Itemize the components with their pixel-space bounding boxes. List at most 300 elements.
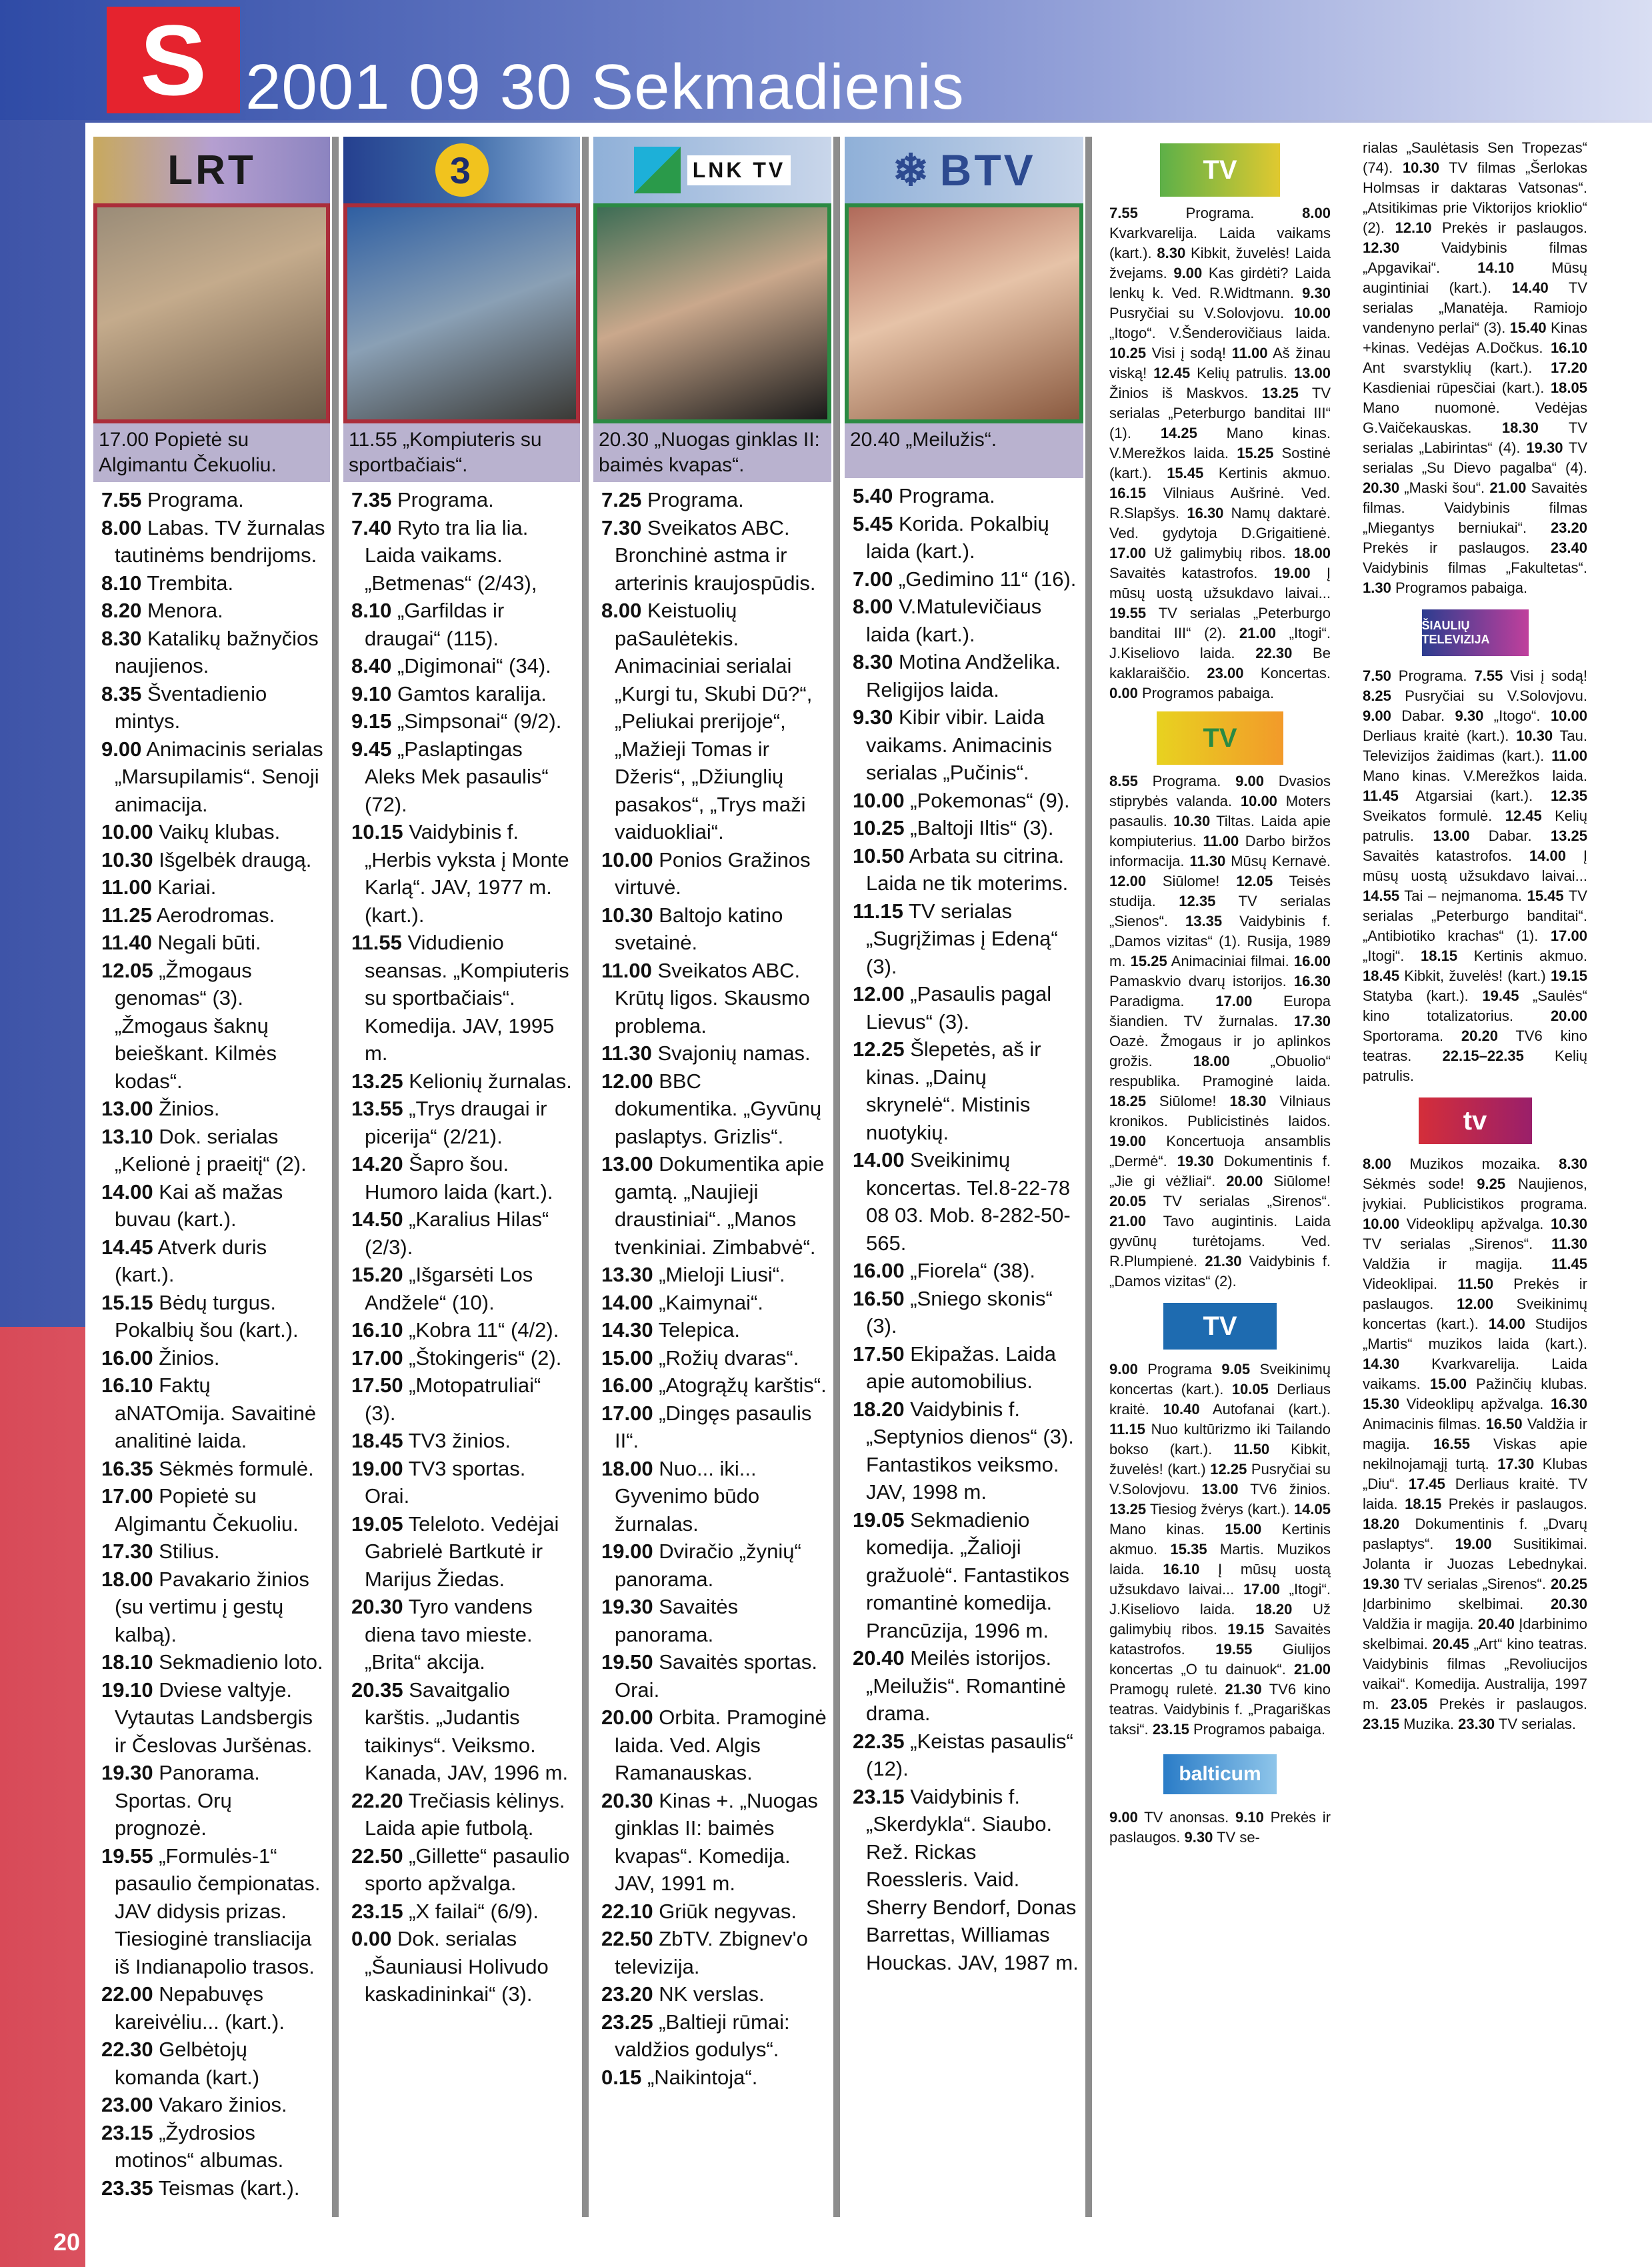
time-label: 18.30 — [1229, 1093, 1267, 1109]
schedule-entry: 14.40 TV serialas „Manatėja. Ramiojo vandenyno perlai“ (3). — [1363, 279, 1587, 336]
schedule-entry: 8.25 Pusryčiai su V.Solovjovu. — [1363, 687, 1587, 704]
time-label: 8.00 — [1302, 205, 1331, 221]
time-label: 16.10 — [351, 1318, 403, 1342]
time-label: 9.00 — [1109, 1361, 1138, 1378]
time-label: 8.40 — [351, 654, 392, 677]
time-label: 23.15 — [853, 1784, 905, 1808]
schedule-entry: 13.25 Kelionių žurnalas. — [351, 1069, 572, 1093]
time-label: 18.00 — [1293, 545, 1331, 561]
schedule-entry: 16.10 „Kobra 11“ (4/2). — [351, 1318, 559, 1342]
schedule-entry: 11.30 Svajonių namas. — [601, 1041, 811, 1065]
schedule-entry: 16.00 Pamaskvio dvarų istorijos. — [1109, 953, 1331, 989]
time-label: 12.00 — [853, 982, 905, 1005]
time-label: 12.25 — [1210, 1461, 1247, 1478]
channel-column-btv — [845, 137, 1083, 2217]
time-label: 20.40 — [1477, 1616, 1515, 1632]
time-label: 14.30 — [601, 1318, 653, 1342]
schedule-entry: 17.00 Už galimybių ribos. — [1109, 545, 1286, 561]
schedule-entry: 23.25 „Baltieji rūmai: valdžios godulys“. — [601, 2010, 790, 2061]
schedule-entry: 15.25 Animaciniai filmai. — [1130, 953, 1289, 969]
time-label: 17.20 — [1550, 359, 1587, 376]
time-label: 11.00 — [101, 875, 152, 899]
schedule-entry: 19.15 Savaitės katastrofos. — [1109, 1621, 1331, 1658]
time-label: 18.20 — [1363, 1516, 1400, 1532]
channel-highlight: 20.40 „Meilužis“. — [845, 423, 1083, 478]
schedule-entry: 9.30 TV se- — [1184, 1829, 1260, 1846]
time-label: 19.30 — [1526, 439, 1563, 456]
schedule-entry: 16.50 „Sniego skonis“ (3). — [853, 1286, 1053, 1338]
schedule-entry: 9.25 Naujienos, įvykiai. Publicistikos programa. — [1363, 1176, 1587, 1212]
schedule-entry: 11.30 Valdžia ir magija. — [1363, 1236, 1587, 1272]
time-label: 19.55 — [101, 1844, 153, 1868]
time-label: 22.30 — [1255, 645, 1293, 661]
schedule-entry: 13.00 Žinios iš Maskvos. — [1109, 365, 1331, 401]
day-letter-badge: S — [107, 7, 240, 113]
schedule-entry: 23.20 NK verslas. — [601, 1982, 765, 2006]
schedule-entry: 19.00 Dviračio „žynių“ panorama. — [601, 1540, 801, 1591]
schedule-entry: 20.30 Valdžia ir magija. — [1363, 1596, 1587, 1632]
schedule-entry: 10.00 Vaikų klubas. — [101, 820, 281, 843]
time-label: 0.00 — [1109, 685, 1138, 701]
time-label: 22.20 — [351, 1788, 403, 1812]
time-label: 15.00 — [1225, 1521, 1262, 1538]
time-label: 10.00 — [1363, 1216, 1400, 1232]
schedule-entry: 10.25 „Baltoji Iltis“ (3). — [853, 816, 1054, 839]
time-label: 11.45 — [1363, 787, 1399, 804]
schedule-entry: 18.20 Dokumentinis f. „Dvarų paslaptys“. — [1363, 1516, 1587, 1552]
time-label: 5.40 — [853, 484, 893, 507]
schedule-entry: 7.00 „Gedimino 11“ (16). — [853, 567, 1077, 591]
schedule-entry: 11.45 Atgarsiai (kart.). — [1363, 787, 1533, 804]
schedule-entry: 7.50 Programa. — [1363, 667, 1467, 684]
time-label: 13.10 — [101, 1124, 153, 1148]
time-label: 16.55 — [1433, 1436, 1470, 1452]
schedule-entry: 12.05 „Žmogaus genomas“ (3). „Žmogaus šaknų beieškant. Kilmės kodas“. — [101, 958, 277, 1093]
time-label: 8.00 — [853, 595, 893, 618]
time-label: 7.55 — [1109, 205, 1138, 221]
time-label: 21.00 — [1109, 1213, 1147, 1230]
time-label: 23.15 — [351, 1899, 403, 1923]
time-label: 12.05 — [1236, 873, 1273, 889]
schedule-entry: 16.10 Faktų aNATOmija. Savaitinė analitinė laida. — [101, 1374, 317, 1452]
schedule-entry: 15.25 Sostinė (kart.). — [1109, 445, 1331, 481]
time-label: 17.50 — [351, 1374, 403, 1397]
schedule-entry: 13.00 Dokumentika apie gamtą. „Naujieji draustiniai“. „Manos tvenkiniai. Zimbabvė“. — [601, 1152, 825, 1259]
page-title: 2001 09 30 Sekmadienis — [245, 51, 965, 123]
time-label: 20.45 — [1432, 1636, 1469, 1652]
time-label: 19.00 — [1109, 1133, 1147, 1150]
time-label: 11.00 — [1203, 833, 1239, 849]
schedule-list — [93, 486, 330, 2202]
schedule-entry: 17.50 „Motopatruliai“ (3). — [351, 1374, 541, 1425]
time-label: 16.00 — [601, 1374, 653, 1397]
schedule-entry: 9.30 Kibir vibir. Laida vaikams. Animacinis serialas „Pučinis“. — [853, 705, 1053, 784]
schedule-entry: 10.30 Tau. Televizijos žaidimas (kart.). — [1363, 727, 1587, 764]
schedule-entry: 8.55 Programa. — [1109, 773, 1221, 789]
time-label: 9.30 — [1184, 1829, 1213, 1846]
schedule-entry: 15.40 Kinas +kinas. Vedėjas A.Dočkus. — [1363, 319, 1587, 356]
schedule-entry: 23.15 Vaidybinis f. „Skerdykla“. Siaubo. Rež. Rickas Roessleris. Vaid. Sherry Bendorf, Donas Barrettas, Williamas Houckas. JAV, 1987 m. — [853, 1784, 1079, 1974]
schedule-list — [593, 486, 831, 2091]
time-label: 17.00 — [601, 1401, 653, 1425]
time-label: 16.50 — [853, 1286, 905, 1310]
time-label: 12.05 — [101, 958, 153, 982]
time-label: 23.15 — [101, 2120, 153, 2144]
schedule-entry: 15.00 Pažinčių klubas. — [1429, 1376, 1587, 1392]
schedule-entry: 18.20 Vaidybinis f. „Septynios dienos“ (3). Fantastikos veiksmo. JAV, 1998 m. — [853, 1397, 1074, 1504]
time-label: 17.00 — [1243, 1581, 1280, 1598]
time-label: 18.05 — [1550, 379, 1587, 396]
schedule-entry: 11.50 Kibkit, žuvelės! (kart.) — [1109, 1441, 1331, 1478]
time-label: 8.00 — [601, 599, 642, 622]
time-label: 9.05 — [1221, 1361, 1251, 1378]
schedule-entry: 11.00 Darbo biržos informacija. — [1109, 833, 1331, 869]
time-label: 17.50 — [853, 1342, 905, 1366]
time-label: 14.55 — [1363, 887, 1400, 904]
schedule-entry: 19.30 TV serialas „Su Dievo pagalba“ (4). — [1363, 439, 1587, 476]
schedule-entry: 12.10 Prekės ir paslaugos. — [1395, 219, 1587, 236]
schedule-entry: 16.30 Namų daktarė. Ved. gydytoja D.Grigaitienė. — [1109, 505, 1331, 541]
time-label: 13.00 — [1433, 827, 1470, 844]
time-label: 16.00 — [101, 1346, 153, 1370]
schedule-entry: 23.15 „Žydrosios motinos“ albumas. — [101, 2120, 284, 2172]
schedule-entry: 8.10 Trembita. — [101, 571, 234, 595]
schedule-entry: 14.30 Telepica. — [601, 1318, 740, 1342]
schedule-entry: 7.35 Programa. — [351, 488, 494, 511]
time-label: 8.55 — [1109, 773, 1138, 789]
schedule-entry: 11.00 Aš žinau viską! — [1109, 345, 1331, 381]
time-label: 16.10 — [1163, 1561, 1200, 1578]
schedule-entry: 17.00 Popietė su Algimantu Čekuoliu. — [101, 1484, 299, 1536]
schedule-entry: 20.40 Įdarbinimo skelbimai. — [1363, 1616, 1587, 1652]
time-label: 19.05 — [853, 1508, 905, 1532]
schedule-entry: 19.00 TV3 sportas. Orai. — [351, 1456, 526, 1508]
photo-host — [93, 203, 330, 423]
schedule-entry: 22.35 „Keistas pasaulis“ (12). — [853, 1729, 1073, 1780]
schedule-entry: 13.25 TV serialas „Peterburgo banditai III“ (1). — [1109, 385, 1331, 441]
time-label: 13.00 — [101, 1097, 153, 1120]
schedule-entry: 20.00 Orbita. Pramoginė laida. Ved. Algis Ramanauskas. — [601, 1706, 827, 1784]
schedule-entry: 19.15 Statyba (kart.). — [1363, 967, 1587, 1004]
time-label: 22.15–22.35 — [1442, 1047, 1524, 1064]
time-label: 11.30 — [601, 1041, 652, 1065]
schedule-entry: 10.25 Visi į sodą! — [1109, 345, 1226, 361]
time-label: 23.30 — [1458, 1716, 1495, 1732]
time-label: 14.00 — [101, 1180, 153, 1204]
time-label: 10.30 — [1516, 727, 1553, 744]
schedule-entry: 20.20 TV6 kino teatras. — [1363, 1027, 1587, 1064]
schedule-entry: 12.25 Šlepetės, aš ir kinas. „Dainų skrynelė“. Mistinis nuotykių. — [853, 1037, 1041, 1144]
time-label: 12.45 — [1153, 365, 1191, 381]
schedule-entry: 13.25 Tiesiog žvėrys (kart.). — [1109, 1501, 1290, 1518]
schedule-entry: 22.30 Gelbėtojų komanda (kart.) — [101, 2038, 260, 2089]
time-label: 13.35 — [1185, 913, 1223, 929]
time-label: 22.50 — [601, 1927, 653, 1950]
time-label: 9.15 — [351, 709, 392, 733]
schedule-entry: 9.05 Sveikinimų koncertas (kart.). — [1109, 1361, 1331, 1398]
schedule-entry: 19.55 „Formulės-1“ pasaulio čempionatas. JAV didysis prizas. Tiesioginė transliacija iš Indianapolio trasos. — [101, 1844, 321, 1978]
schedule-list — [1107, 770, 1333, 1293]
schedule-entry: 12.45 Kelių patrulis. — [1363, 807, 1587, 844]
schedule-entry: 14.00 Į mūsų uostą užsukdavo laivai... — [1363, 847, 1587, 884]
channel-logo-tv3 — [343, 137, 580, 203]
time-label: 10.30 — [1550, 1216, 1587, 1232]
schedule-entry: 19.00 Susitikimai. Jolanta ir Juozas Lebednykai. — [1363, 1536, 1587, 1572]
time-label: 11.15 — [1109, 1421, 1145, 1438]
time-label: 23.20 — [1550, 519, 1587, 536]
time-label: 20.25 — [1550, 1576, 1587, 1592]
regional-column-a — [1107, 137, 1333, 2217]
schedule-entry: 20.35 Savaitgalio karštis. „Judantis taikinys“. Veiksmo. Kanada, JAV, 1996 m. — [351, 1678, 569, 1784]
time-label: 20.00 — [1550, 1007, 1587, 1024]
schedule-entry: 14.00 „Kaimynai“. — [601, 1290, 763, 1314]
schedule-entry: 18.15 Prekės ir paslaugos. — [1405, 1496, 1587, 1512]
time-label: 16.00 — [1293, 953, 1331, 969]
time-label: 20.30 — [601, 1788, 653, 1812]
schedule-entry: 9.45 „Paslaptingas Aleks Mek pasaulis“ (72). — [351, 737, 549, 816]
time-label: 0.15 — [601, 2065, 642, 2089]
schedule-entry: 11.15 TV serialas „Sugrįžimas į Edeną“ (3). — [853, 899, 1058, 978]
time-label: 16.10 — [101, 1374, 153, 1397]
channel-logo-balticum: balticum — [1107, 1745, 1333, 1804]
schedule-entry: 11.45 Videoklipai. — [1363, 1256, 1587, 1292]
time-label: 10.25 — [1109, 345, 1147, 361]
schedule-entry: 10.50 Arbata su citrina. Laida ne tik moterims. — [853, 843, 1069, 895]
schedule-entry: 7.55 Programa. — [1109, 205, 1255, 221]
schedule-entry: 17.00 „Itogi“. — [1363, 927, 1587, 964]
time-label: 14.45 — [101, 1235, 153, 1259]
schedule-list — [1107, 1806, 1333, 1849]
time-label: 8.30 — [853, 650, 893, 673]
time-label: 10.25 — [853, 816, 905, 839]
time-label: 12.30 — [1363, 239, 1400, 256]
time-label: 20.30 — [351, 1595, 403, 1618]
time-label: 8.35 — [101, 681, 142, 705]
time-label: 10.30 — [1173, 813, 1211, 829]
time-label: 19.30 — [1363, 1576, 1400, 1592]
time-label: 12.00 — [1457, 1296, 1494, 1312]
schedule-entry: 20.00 Siūlome! — [1226, 1173, 1331, 1190]
column-divider — [1085, 137, 1092, 2217]
schedule-entry: 22.30 Be kaklaraiščio. — [1109, 645, 1331, 681]
schedule-entry: 10.30 TV filmas „Šerlokas Holmsas ir daktaras Vatsonas“. „Atsitikimas prie Viktorijos krioklio“ (2). — [1363, 159, 1587, 236]
schedule-entry: 19.55 TV serialas „Peterburgo banditai III“ (2). — [1109, 605, 1331, 641]
schedule-entry: 23.00 Vakaro žinios. — [101, 2093, 287, 2116]
time-label: 10.00 — [601, 847, 653, 871]
channel-column-lnk — [593, 137, 831, 2217]
schedule-entry: 7.55 Visi į sodą! — [1474, 667, 1587, 684]
schedule-entry: 14.00 Studijos „Martis“ muzikos laida (kart.). — [1363, 1316, 1587, 1352]
schedule-entry: 12.00 Siūlome! — [1109, 873, 1220, 889]
time-label: 7.25 — [601, 488, 642, 511]
time-label: 17.00 — [101, 1484, 153, 1508]
schedule-entry: 9.00 Animacinis serialas „Marsupilamis“. Senoji animacija. — [101, 737, 323, 816]
time-label: 21.00 — [1239, 625, 1276, 641]
schedule-entry: 5.40 Programa. — [853, 484, 995, 507]
column-divider — [833, 137, 840, 2217]
schedule-list — [343, 486, 580, 2008]
time-label: 11.00 — [601, 958, 652, 982]
time-label: 20.00 — [601, 1706, 653, 1729]
time-label: 23.15 — [1152, 1721, 1189, 1738]
schedule-entry: 8.00 Keistuolių paSaulėtekis. Animaciniai serialai „Kurgi tu, Skubi Dū?“, „Peliukai prerijoje“, „Mažieji Tomas ir Džeris“, „Džiunglių pasakos“, „Trys maži vaiduokliai“. — [601, 599, 813, 843]
schedule-entry: 23.15 Muzika. — [1363, 1716, 1454, 1732]
time-label: 10.00 — [101, 820, 153, 843]
time-label: 8.00 — [101, 515, 142, 539]
time-label: 20.40 — [853, 1646, 905, 1670]
schedule-entry: 14.25 Mano kinas. V.Merežkos laida. — [1109, 425, 1331, 461]
schedule-entry: 17.00 „Štokingeris“ (2). — [351, 1346, 562, 1370]
time-label: 19.00 — [601, 1540, 653, 1563]
schedule-entry: 7.25 Programa. — [601, 488, 744, 511]
time-label: 18.45 — [351, 1429, 403, 1452]
schedule-entry: 13.00 TV6 žinios. — [1201, 1481, 1331, 1498]
time-label: 18.15 — [1421, 947, 1458, 964]
schedule-entry: 8.40 „Digimonai“ (34). — [351, 654, 551, 677]
time-label: 0.00 — [351, 1927, 392, 1950]
regional-column-b — [1360, 137, 1590, 2217]
time-label: 14.25 — [1160, 425, 1197, 441]
time-label: 9.00 — [1173, 265, 1203, 281]
schedule-entry: 22.50 ZbTV. Zbignev'o televizija. — [601, 1927, 808, 1978]
time-label: 14.40 — [1511, 279, 1549, 296]
time-label: 19.10 — [101, 1678, 153, 1702]
time-label: 15.00 — [1429, 1376, 1467, 1392]
schedule-list — [1360, 1153, 1590, 1736]
schedule-entry: 10.40 Autofanai (kart.). — [1163, 1401, 1331, 1418]
schedule-entry: 15.20 „Išgarsėti Los Andžele“ (10). — [351, 1263, 533, 1314]
time-label: 16.00 — [853, 1259, 905, 1282]
schedule-entry: 9.00 Programa — [1109, 1361, 1212, 1378]
time-label: 7.55 — [101, 488, 142, 511]
time-label: 19.45 — [1482, 987, 1519, 1004]
schedule-entry: 18.45 Kibkit, žuvelės! (kart.) — [1363, 967, 1546, 984]
schedule-entry: 18.00 Nuo... iki... Gyvenimo būdo žurnalas. — [601, 1456, 760, 1536]
time-label: 13.00 — [1293, 365, 1331, 381]
time-label: 23.15 — [1363, 1716, 1400, 1732]
schedule-entry: 0.00 Programos pabaiga. — [1109, 685, 1275, 701]
time-label: 12.10 — [1395, 219, 1432, 236]
schedule-entry: 15.45 TV serialas „Peterburgo banditai“. „Antibiotiko krachas“ (1). — [1363, 887, 1587, 944]
schedule-entry: 10.00 „Itogo“. V.Šenderovičiaus laida. — [1109, 305, 1331, 341]
tv3-badge: 3 — [435, 143, 489, 197]
schedule-entry: 19.05 Sekmadienio komedija. „Žalioji gražuolė“. Fantastikos romantinė komedija. Prancūzija, 1996 m. — [853, 1508, 1069, 1642]
time-label: 9.45 — [351, 737, 392, 761]
schedule-entry: 20.45 „Art“ kino teatras. Vaidybinis filmas „Revoliucijos vaikai“. Komedija. Australija, 1997 m. — [1363, 1636, 1587, 1712]
schedule-entry: 21.30 Vaidybinis f. „Damos vizitas“ (2). — [1109, 1253, 1331, 1290]
time-label: 20.30 — [1363, 479, 1400, 496]
schedule-entry: 8.30 Sėkmės sode! — [1363, 1156, 1587, 1192]
time-label: 18.00 — [601, 1456, 653, 1480]
column-divider — [582, 137, 589, 2217]
schedule-entry: 16.00 „Atogrąžų karštis“. — [601, 1374, 827, 1397]
schedule-entry: 9.00 Dvasios stiprybės valanda. — [1109, 773, 1331, 809]
schedule-entry: 12.00 Sveikinimų koncertas (kart.). — [1363, 1296, 1587, 1332]
schedule-entry: 13.00 Žinios. — [101, 1097, 220, 1120]
time-label: 9.30 — [853, 705, 893, 729]
time-label: 8.30 — [101, 626, 142, 650]
schedule-entry: 9.00 TV anonsas. — [1109, 1809, 1229, 1826]
time-label: 9.10 — [351, 681, 392, 705]
schedule-entry: 12.25 Pusryčiai su V.Solovjovu. — [1109, 1461, 1331, 1498]
schedule-entry: 15.00 „Rožių dvaras“. — [601, 1346, 799, 1370]
schedule-entry: 12.30 Vaidybinis filmas „Apgavikai“. — [1363, 239, 1587, 276]
time-label: 11.25 — [101, 903, 152, 927]
time-label: 14.20 — [351, 1152, 403, 1176]
schedule-entry: 8.30 Kibkit, žuvelės! Laida žvejams. — [1109, 245, 1331, 281]
schedule-entry: 12.35 TV serialas „Sienos“. — [1109, 893, 1331, 929]
schedule-entry: 14.10 Mūsų augintiniai (kart.). — [1363, 259, 1587, 296]
time-label: 16.35 — [101, 1456, 153, 1480]
schedule-entry: 19.10 Dviese valtyje. Vytautas Landsbergis ir Česlovas Juršėnas. — [101, 1678, 313, 1757]
schedule-entry: 14.55 Tai – nejmanoma. — [1363, 887, 1522, 904]
schedule-entry: 23.20 Prekės ir paslaugos. — [1363, 519, 1587, 556]
schedule-entry: 10.30 Išgelbėk draugą. — [101, 847, 312, 871]
time-label: 11.55 — [351, 931, 402, 954]
time-label: 9.30 — [1455, 707, 1484, 724]
schedule-entry: 12.45 Kelių patrulis. — [1153, 365, 1288, 381]
time-label: 21.00 — [1293, 1661, 1331, 1678]
time-label: 15.35 — [1170, 1541, 1207, 1558]
schedule-entry: 23.15 „X failai“ (6/9). — [351, 1899, 539, 1923]
snowflake-icon: ❄ — [892, 145, 932, 195]
schedule-entry: 22.15–22.35 Kelių patrulis. — [1363, 1047, 1587, 1084]
time-label: 12.35 — [1550, 787, 1587, 804]
time-label: 10.15 — [351, 820, 403, 843]
schedule-entry: 9.00 Dabar. — [1363, 707, 1445, 724]
schedule-entry: 17.00 Europa šiandien. TV žurnalas. — [1109, 993, 1331, 1029]
schedule-entry: 17.20 Kasdieniai rūpesčiai (kart.). — [1363, 359, 1587, 396]
time-label: 7.55 — [1474, 667, 1503, 684]
time-label: 21.30 — [1205, 1253, 1242, 1270]
schedule-entry: 11.55 Vidudienio seansas. „Kompiuteris su sportbačiais“. Komedija. JAV, 1995 m. — [351, 931, 569, 1065]
time-label: 15.45 — [1167, 465, 1204, 481]
schedule-entry: 23.35 Teismas (kart.). — [101, 2176, 300, 2200]
schedule-entry: 11.00 Sveikatos ABC. Krūtų ligos. Skausmo problema. — [601, 958, 810, 1037]
time-label: 13.00 — [601, 1152, 653, 1176]
time-label: 16.15 — [1109, 485, 1147, 501]
time-label: 18.00 — [101, 1567, 153, 1591]
schedule-entry: 8.00 Kvarkvarelija. Laida vaikams (kart.). — [1109, 205, 1331, 261]
schedule-entry: 10.15 Vaidybinis f. „Herbis vyksta į Monte Karlą“. JAV, 1977 m. (kart.). — [351, 820, 569, 927]
time-label: 11.15 — [853, 899, 903, 923]
time-label: 8.10 — [351, 599, 392, 622]
time-label: 13.55 — [351, 1097, 403, 1120]
time-label: 17.30 — [1293, 1013, 1331, 1029]
schedule-entry: 9.30 „Itogo“. — [1455, 707, 1541, 724]
schedule-entry: 19.00 Į mūsų uostą užsukdavo laivai... — [1109, 565, 1331, 601]
channel-highlight: 20.30 „Nuogas ginklas II: baimės kvapas“. — [593, 423, 831, 482]
time-label: 19.00 — [1455, 1536, 1492, 1552]
schedule-entry: 21.00 Savaitės filmas. Vaidybinis filmas „Miegantys berniukai“. — [1363, 479, 1587, 536]
photo-actor — [593, 203, 831, 423]
time-label: 8.30 — [1559, 1156, 1587, 1172]
photo-actress — [845, 203, 1083, 423]
schedule-entry: 23.40 Vaidybinis filmas „Fakultetas“. — [1363, 539, 1587, 576]
time-label: 22.50 — [351, 1844, 403, 1868]
channel-logo-lt: TV — [1107, 709, 1333, 767]
time-label: 19.55 — [1215, 1641, 1253, 1658]
time-label: 23.40 — [1550, 539, 1587, 556]
schedule-entry: 17.50 Ekipažas. Laida apie automobilius. — [853, 1342, 1057, 1393]
column-divider — [332, 137, 339, 2217]
channel-column-tv3 — [343, 137, 580, 2217]
time-label: 17.30 — [101, 1540, 153, 1563]
schedule-entry: rialas „Saulėtasis Sen Tropezas“ (74). — [1363, 139, 1587, 176]
time-label: 15.20 — [351, 1263, 403, 1286]
schedule-entry: 13.35 Vaidybinis f. „Damos vizitas“ (1). Rusija, 1989 m. — [1109, 913, 1331, 969]
time-label: 8.00 — [1363, 1156, 1391, 1172]
